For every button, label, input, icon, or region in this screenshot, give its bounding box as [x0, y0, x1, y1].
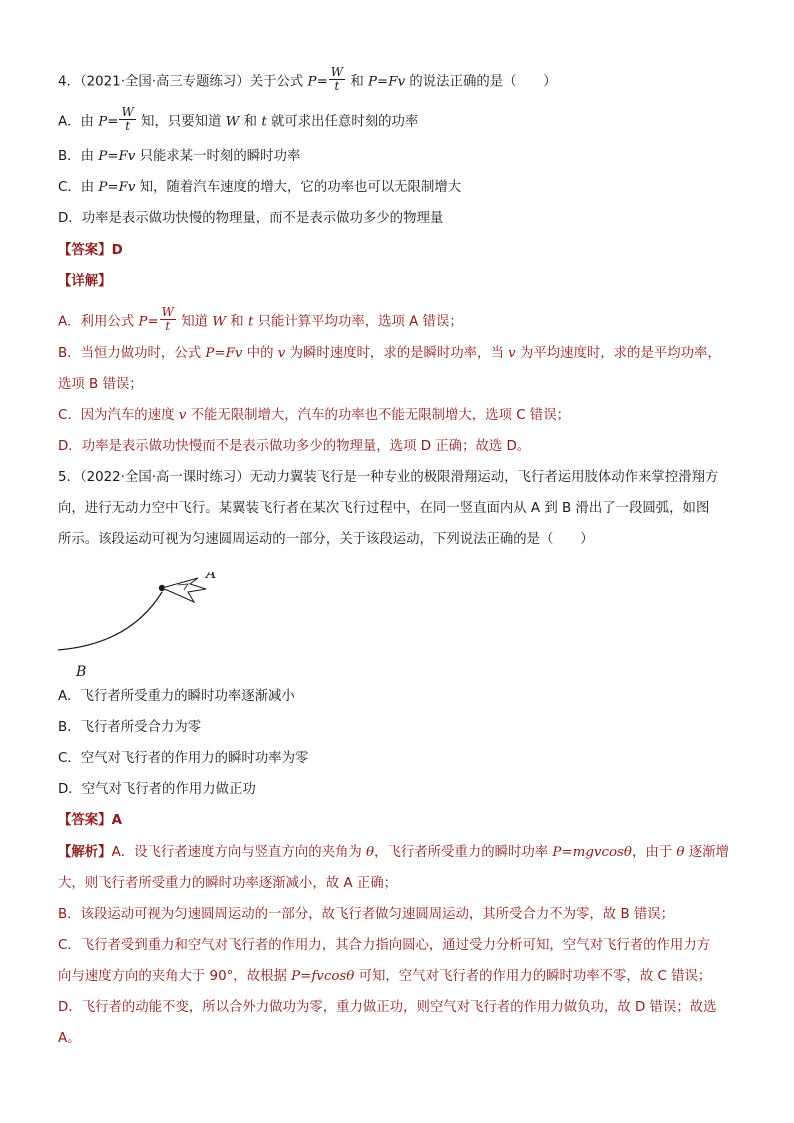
q5-explanation-a-line2: 大，则飞行者所受重力的瞬时功率逐渐减小，故 A 正确；: [58, 876, 398, 891]
q5-explanation-d-line2: A。: [58, 1031, 81, 1046]
label-b: B: [76, 664, 87, 680]
q4-fraction: $\frac{W}{t}$: [330, 65, 344, 93]
q5-explanation-c-line1: C．飞行者受到重力和空气对飞行者的作用力，其合力指向圆心，通过受力分析可知，空气对飞行者的作用力方: [58, 938, 711, 953]
q5-number: 5．: [58, 470, 80, 485]
q5-figure: [48, 572, 248, 684]
q5-explanation-d-line1: D．飞行者的动能不变，所以合外力做功为零，重力做正功，则空气对飞行者的作用力做负功，故 D 错误；故选: [58, 1000, 717, 1015]
q5-option-c: C．空气对飞行者的作用力的瞬时功率为零: [58, 751, 309, 766]
q4-explanation-b-line1: B．当恒力做功时，公式 P=Fv 中的 v 为瞬时速度时，求的是瞬时功率，当 v 为平均速度时，求的是平均功率，: [58, 346, 721, 361]
q5-explanation-c-line2: 向与速度方向的夹角大于 90°，故根据 P=fvcosθ 可知，空气对飞行者的作用力的瞬时功率不零，故 C 错误；: [58, 969, 712, 984]
q4-detail-label: 【详解】: [58, 274, 112, 289]
q5-explanation-a-line1: 【解析】A．设飞行者速度方向与竖直方向的夹角为 θ，飞行者所受重力的瞬时功率 P=mgvcosθ，由于 θ 逐渐增: [58, 845, 729, 860]
q5-answer: 【答案】A: [58, 813, 122, 828]
q5-explanation-b: B．该段运动可视为匀速圆周运动的一部分，故飞行者做匀速圆周运动，其所受合力不为零，故 B 错误；: [58, 907, 675, 922]
q5-stem-line1: 5．（2022·全国·高一课时练习）无动力翼装飞行是一种专业的极限滑翔运动，飞行者运用肢体动作来掌控滑翔方: [58, 470, 719, 485]
q4-explanation-fraction: $\frac{W}{t}$: [161, 305, 174, 333]
q5-option-a: A．飞行者所受重力的瞬时功率逐渐减小: [58, 689, 295, 704]
q4-option-a: A．由 P= $\frac{W}{t}$ 知，只要知道 W 和 t 就可求出任意时刻的功率: [58, 105, 419, 133]
q5-source: （2022·全国·高一课时练习）: [79, 470, 250, 485]
q4-explanation-c: C．因为汽车的速度 v 不能无限制增大，汽车的功率也不能无限制增大，选项 C 错误；: [58, 408, 570, 423]
label-a: A: [206, 572, 217, 582]
q4-option-a-fraction: $\frac{W}{t}$: [121, 105, 134, 133]
q4-option-d: D．功率是表示做功快慢的物理量，而不是表示做功多少的物理量: [58, 211, 444, 226]
q5-figure-svg: [48, 572, 248, 684]
q4-option-b: B．由 P=Fv 只能求某一时刻的瞬时功率: [58, 149, 301, 164]
q5-option-b: B．飞行者所受合力为零: [58, 720, 202, 735]
q5-option-d: D．空气对飞行者的作用力做正功: [58, 782, 256, 797]
q4-option-c: C．由 P=Fv 知，随着汽车速度的增大，它的功率也可以无限制增大: [58, 180, 462, 195]
q4-answer: 【答案】D: [58, 243, 123, 258]
q4-number: 4．: [58, 74, 80, 90]
q5-stem-line3: 所示。该段运动可视为匀速圆周运动的一部分，关于该段运动，下列说法正确的是（ ）: [58, 532, 594, 547]
q4-explanation-a: A．利用公式 P= $\frac{W}{t}$ 知道 W 和 t 只能计算平均功率，选项 A 错误；: [58, 305, 463, 333]
q4-explanation-d: D．功率是表示做功快慢而不是表示做功多少的物理量，选项 D 正确；故选 D。: [58, 439, 531, 454]
arc-path: [58, 592, 162, 650]
q4-explanation-b-line2: 选项 B 错误；: [58, 377, 143, 392]
flyer-icon: [162, 578, 206, 602]
q4-source: （2021·全国·高三专题练习）: [79, 74, 250, 90]
q4-stem: 4．（2021·全国·高三专题练习）关于公式 P= $\frac{W}{t}$ 和 P=Fv 的说法正确的是（ ）: [58, 65, 557, 93]
q5-stem-line2: 向，进行无动力空中飞行。某翼装飞行者在某次飞行过程中，在同一竖直面内从 A 到 B 滑出了一段圆弧，如图: [58, 501, 710, 516]
